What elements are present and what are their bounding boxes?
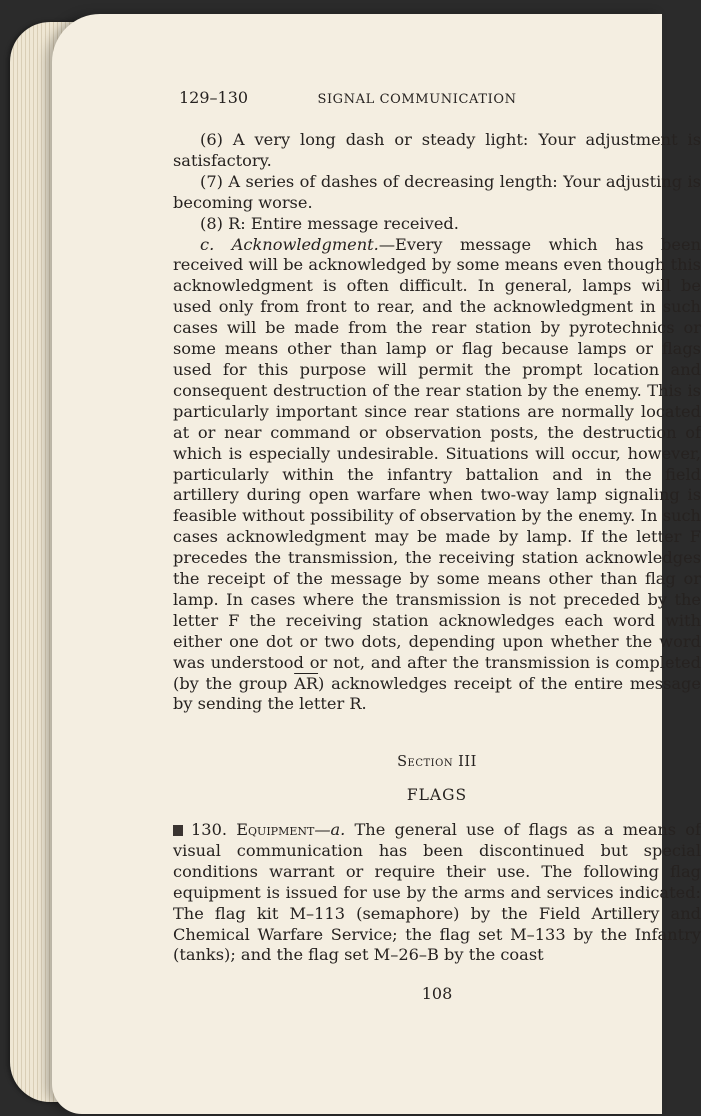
group-ar: $\overline{AR}$	[294, 673, 319, 693]
paragraph-marker-icon	[173, 825, 183, 836]
list-item-8: (8) R: Entire message received.	[200, 213, 459, 233]
paragraph-number: 130.	[191, 820, 228, 839]
paragraph-sub-label: —a.	[314, 820, 346, 839]
header-title: SIGNAL COMMUNICATION	[317, 92, 517, 107]
acknowledgment-paragraph	[173, 235, 701, 716]
list-item-7: (7) A series of dashes of decreasing length: Your adjusting is becoming worse.	[173, 171, 701, 212]
acknowledgment-text-2: ) acknowledges receipt of the entire message by sending the letter R.	[173, 673, 701, 714]
body-text-lower	[173, 820, 701, 966]
paragraph-heading: Equipment	[236, 820, 315, 839]
header-page-range: 129–130	[179, 88, 249, 107]
page-number: 108	[421, 984, 453, 1003]
section-title: FLAGS	[406, 786, 468, 804]
acknowledgment-text-1: —Every message which has been received will be acknowledged by some means even though this acknowledgment is often difficult. In general, lamps will be used only from front to rear, and the acknowledgment in such cases will be made from the rear station by pyrotechnics or some means other than lamp or flag because lamps or flags used for this purpose will permit the prompt location and consequent destruction of the rear station by the enemy. This is particularly important since rear stations are normally located at or near command or observation posts, the destruction of which is especially undesirable. Situations will occur, however, particularly within the infantry battalion and in the field artillery during open warfare when two-way lamp signaling is feasible without possibility of observation by the enemy. In such cases acknowledgment may be made by lamp. If the letter F precedes the transmission, the receiving station acknowledges the receipt of the message by some means other than flag or lamp. In cases where the transmission is not preceded by the letter F the receiving station acknowledges each word with either one dot or two dots, depending upon whether the word was understood or not, and after the transmission is completed (by the group	[173, 234, 701, 693]
acknowledgment-label: c. Acknowledgment.	[200, 234, 379, 254]
book-page	[52, 14, 701, 1114]
list-item-6: (6) A very long dash or steady light: Your adjustment is satisfactory.	[173, 130, 701, 170]
body-text-upper	[173, 130, 701, 715]
running-header	[173, 88, 701, 108]
paragraph-text: The general use of flags as a means of visual communication has been discontinued but special conditions warrant or require their use. The following flag equipment is issued for use by the arms and services indicated: The flag kit M–113 (semaphore) by the Field Artillery and Chemical Warfare Service; the flag set M–133 by the Infantry (tanks); and the flag set M–26–B by the coast	[173, 820, 701, 965]
section-label: Section III	[397, 754, 477, 770]
paragraph-130	[173, 820, 701, 966]
